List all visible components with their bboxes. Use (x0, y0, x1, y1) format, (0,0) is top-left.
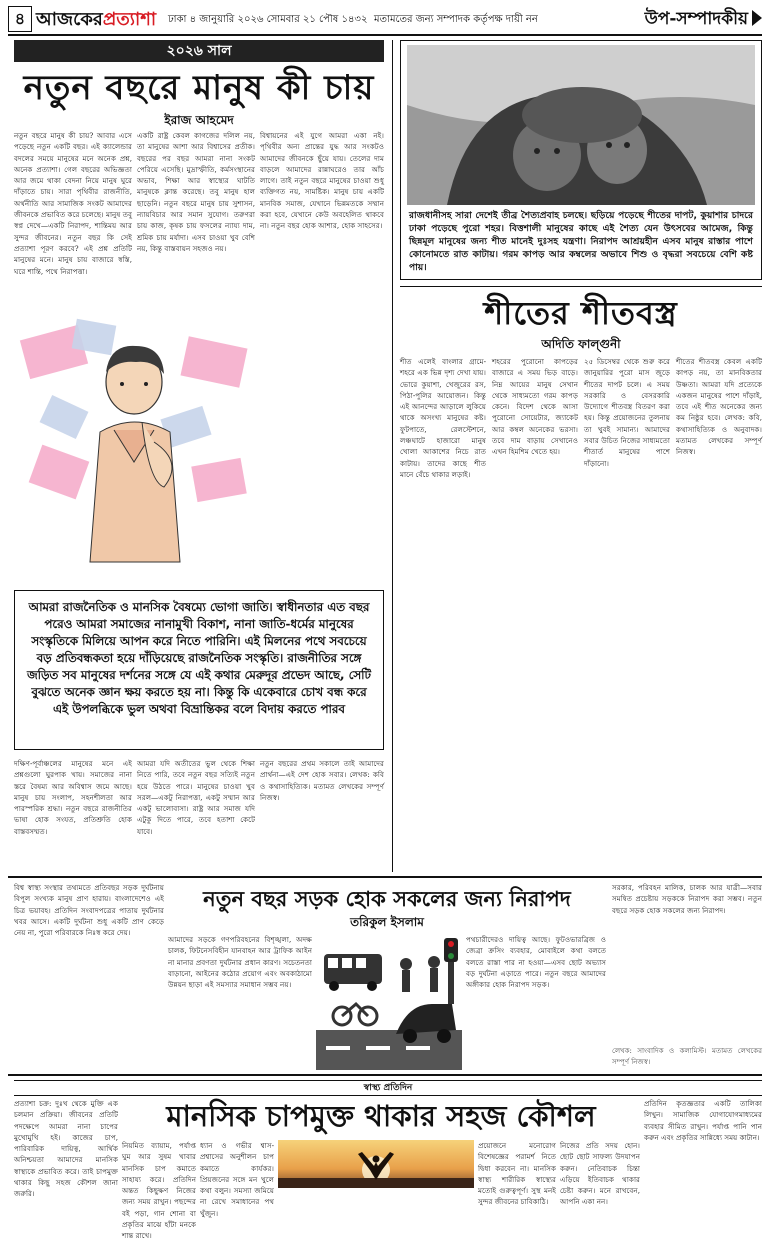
road-byline: তরিকুল ইসলাম (350, 915, 424, 929)
winter-column-1: শীত এলেই বাংলার গ্রামে-শহরে এক ভিন্ন দৃশ্য দেখা যায়। ভোরে কুয়াশা, খেজুরের রস, পিঠা-পুলির আয়োজন। কিন্তু এই আনন্দের আড়ালে লুকিয়ে থাকে অসংখ্য মানুষের কষ্ট। ফুটপাতে, রেলস্টেশনে, লঞ্চঘাটে হাজারো মানুষ খোলা আকাশের নিচে রাত কাটায়। তাদের কাছে শীত মানে বেঁচে থাকার লড়াই। (400, 357, 486, 479)
winter-headline: শীতের শীতবস্ত্র (484, 294, 678, 332)
road-author-note: লেখক: সাংবাদিক ও কলামিস্ট। মতামত লেখকের সম্পূর্ণ নিজস্ব। (612, 1047, 762, 1067)
brand-suffix: প্রত্যাশা (102, 9, 157, 30)
brand-prefix: আজকের (36, 9, 103, 30)
health-column-4: প্রয়োজনে মনোরোগ বিশেষজ্ঞের পরামর্শ নিতে দ্বিধা করবেন না। মানসিক স্বাস্থ্য শারীরিক স্বাস্থ্যের মতোই গুরুত্বপূর্ণ। সুস্থ মনই সুন্দর জীবনের চাবিকাঠি। (478, 1141, 556, 1207)
winter-photo-frame (400, 40, 762, 280)
health-headline: মানসিক চাপমুক্ত থাকার সহজ কৌশল (166, 1099, 596, 1133)
lead-pull-quote: আমরা রাজনৈতিক ও মানসিক বৈষম্যে ভোগা জাতি। স্বাধীনতার এত বছর পরেও আমরা সমাজের নানামুখী বিকাশ, নানা জাতি-ধর্মের মানুষের সংস্কৃতিকে মিলিয়ে আপন করে নিতে পারিনি। এই মিলনের পথে সবচেয়ে বড় প্রতিবন্ধকতা হয়ে দাঁড়িয়েছে রাজনৈতিক সংস্কৃতি। রাজনীতির সঙ্গে জড়িত সব মানুষের দর্শনের সঙ্গে যে এই কথার মেরুদূর প্রভেদ আছে, সেটি বুঝতে অনেক জ্ঞান ক্ষয় করতে হয় না। কিন্তু কি একেবারে চোখ বন্ধ করে এই উপলব্ধিকে ভুল অথবা বিভ্রান্তিকর বলে বিদায় করতে পারব (14, 590, 384, 750)
column-divider (392, 40, 393, 872)
winter-photo-caption: রাজধানীসহ সারা দেশেই তীব্র শৈত্যপ্রবাহ চলছে। ছড়িয়ে পড়েছে শীতের দাপট, কুয়াশার চাদরে ঢাকা পড়েছে পুরো শহর। বিত্তশালী মানুষের কাছে এই শৈত্য যেন উৎসবের আমেজ, কিন্তু ছিন্নমূল মানুষের জন্য শীত মানেই দুঃসহ যন্ত্রণা। নিরাপদ আশ্রয়হীন এসব মানুষ রাস্তার পাশে কোনোমতে রাত কাটায়। গরম কাপড় আর কম্বলের অভাবে শিশু ও বৃদ্ধরা সবচেয়ে বেশি কষ্ট পায়। (409, 210, 753, 273)
winter-column-3: ২৫ ডিসেম্বর থেকে শুরু করে জানুয়ারির পুরো মাস জুড়ে শীতের দাপট চলে। এ সময় সরকারি ও বেসরকারি উদ্যোগে শীতবস্ত্র বিতরণ করা হয়। কিন্তু প্রয়োজনের তুলনায় তা খুবই সামান্য। আমাদের সবার উচিত নিজের সাধ্যমতো শীতার্ত মানুষের পাশে দাঁড়ানো। (584, 357, 670, 468)
masthead (8, 4, 762, 36)
lead-byline: ইরাজ আহমেদ (164, 113, 234, 127)
meditation-sunset-photo (278, 1140, 474, 1188)
road-column-4: সরকার, পরিবহন মালিক, চালক আর যাত্রী—সবার সমন্বিত প্রচেষ্টায় সড়ককে নিরাপদ করা সম্ভব। নতুন বছরে সড়ক হোক সকলের জন্য নিরাপদ। (612, 883, 762, 915)
section-arrow-icon (752, 10, 762, 26)
section-title: উপ-সম্পাদকীয় (644, 9, 748, 29)
road-headline: নতুন বছর সড়ক হোক সকলের জন্য নিরাপদ (203, 887, 571, 911)
newspaper-logo (36, 5, 156, 36)
health-kicker: স্বাস্থ্য প্রতিদিন (14, 1080, 762, 1096)
winter-article-rule (400, 286, 762, 287)
thinking-man-illustration (14, 312, 256, 562)
page-divider-2 (8, 1074, 762, 1076)
page-number: ৪ (8, 6, 32, 32)
winter-byline: অদিতি ফাল্গুনী (541, 337, 621, 351)
lead-headline: নতুন বছরে মানুষ কী চায় (23, 68, 375, 108)
lead-kicker: ২০২৬ সাল (14, 40, 384, 62)
lead-column-2: একটি রাষ্ট্র কেবল কাগজের দলিল নয়, তা মানুষের আশা আর বিশ্বাসের প্রতীক। বছরের পর বছর আমরা নানা সংকট পেরিয়ে এসেছি। মুদ্রাস্ফীতি, কর্মসংস্থানের অভাব, শিক্ষা আর স্বাস্থ্যের ঘাটতি মানুষকে ক্লান্ত করেছে। তবু মানুষ হাল ছাড়েনি। নতুন বছরে মানুষ চায় সুশাসন, ন্যায়বিচার আর সমান সুযোগ। তরুণরা চায় কাজ, কৃষক চায় ফসলের ন্যায্য দাম, শ্রমিক চায় মর্যাদা। এসব চাওয়া খুব বেশি নয়, কিন্তু বাস্তবায়ন সহজও নয়। (137, 131, 255, 253)
lead-column-1: নতুন বছরে মানুষ কী চায়? আবার এসে পড়েছে নতুন একটি বছর। এই ক্যালেন্ডার বদলের সময়ে মানুষের মনে অনেক প্রশ্ন, অনেক প্রত্যাশা। গেল বছরের অভিজ্ঞতা আর জমে থাকা বেদনা নিয়ে মানুষ ঘুরে দাঁড়াতে চায়। সারা পৃথিবীর রাজনীতি, অর্থনীতি আর সামাজিক সংকট আমাদের জীবনকে প্রভাবিত করে চলেছে। মানুষ তবু স্বপ্ন দেখে—একটি নিরাপদ, শান্তিময় আর সুন্দর জীবনের। নতুন বছর কি সেই প্রত্যাশা পূরণ করবে? এই প্রশ্ন প্রতিটি মানুষের মনে। মানুষ চায় বাজারে স্বস্তি, ঘরে শান্তি, পথে নিরাপত্তা। (14, 131, 132, 276)
winter-column-2: শহরের পুরোনো কাপড়ের বাজারে এ সময় ভিড় বাড়ে। নিম্ন আয়ের মানুষ সেখান থেকে সাধ্যমতো গরম কাপড় কেনে। বিদেশ থেকে আসা পুরোনো সোয়েটার, জ্যাকেট আর কম্বল অনেকের ভরসা। তবে দাম বাড়ায় সেখানেও এখন হিমশিম খেতে হয়। (492, 357, 578, 457)
page-divider-1 (8, 876, 762, 878)
road-column-1: বিশ্ব স্বাস্থ্য সংস্থার তথ্যমতে প্রতিবছর সড়ক দুর্ঘটনায় বিপুল সংখ্যক মানুষ প্রাণ হারায়। বাংলাদেশেও এই চিত্র ভয়াবহ। প্রতিদিন সংবাদপত্রের পাতায় দুর্ঘটনার খবর আসে। একটি দুর্ঘটনা শুধু একটি প্রাণ কেড়ে নেয় না, পুরো পরিবারকে নিঃস্ব করে দেয়। (14, 883, 164, 938)
health-column-2: নিয়মিত ব্যায়াম, পর্যাপ্ত ঘুম আর সুষম খাবার মানসিক চাপ কমাতে সাহায্য করে। প্রতিদিন অন্তত কিছুক্ষণ নিজের জন্য সময় রাখুন। পছন্দের বই পড়া, গান শোনা বা প্রকৃতির মাঝে হাঁটা মনকে শান্ত রাখে। (122, 1141, 196, 1241)
road-safety-illustration (316, 934, 462, 1070)
lead-lower-column-3: নতুন বছরের প্রথম সকালে তাই আমাদের প্রার্থনা—এই দেশ হোক সবার। লেখক: কবি ও কথাসাহিত্যিক। মতামত লেখকের সম্পূর্ণ নিজস্ব। (260, 759, 384, 802)
road-column-3: পথচারীদেরও দায়িত্ব আছে। ফুটওভারব্রিজ ও জেব্রা ক্রসিং ব্যবহার, মোবাইলে কথা বলতে বলতে রাস্তা পার না হওয়া—এসব ছোট অভ্যাস বড় দুর্ঘটনা এড়াতে পারে। নতুন বছরে আমাদের অঙ্গীকার হোক নিরাপদ সড়ক। (466, 935, 606, 990)
health-column-5: নিজের প্রতি সদয় হোন। ছোট ছোট সাফল্য উদযাপন করুন। নেতিবাচক চিন্তা এড়িয়ে ইতিবাচক থাকার চেষ্টা করুন। মনে রাখবেন, আপনি একা নন। (560, 1141, 640, 1207)
health-column-3: ধ্যান ও গভীর শ্বাস-প্রশ্বাসের অনুশীলন চাপ কমাতে কার্যকর। প্রিয়জনের সঙ্গে মন খুলে কথা বলুন। সমস্যা জমিয়ে না রেখে সমাধানের পথ খুঁজুন। (200, 1141, 274, 1218)
health-column-1: প্রত্যাশা চক্র: দুঃখ থেকে মুক্তি এক চলমান প্রক্রিয়া। জীবনের প্রতিটি পদক্ষেপে আমরা নানা চাপের মুখোমুখি হই। কাজের চাপ, পারিবারিক দায়িত্ব, আর্থিক অনিশ্চয়তা আমাদের মানসিক স্বাস্থ্যকে প্রভাবিত করে। তাই চাপমুক্ত থাকার কিছু সহজ কৌশল জানা জরুরি। (14, 1099, 118, 1199)
health-column-6: প্রতিদিন কৃতজ্ঞতার একটি তালিকা লিখুন। সামাজিক যোগাযোগমাধ্যমের ব্যবহার সীমিত রাখুন। পর্যাপ্ত পানি পান করুন এবং প্রকৃতির সান্নিধ্যে সময় কাটান। (644, 1099, 762, 1142)
lead-lower-column-1: দক্ষিণ-পূর্বাঞ্চলের মানুষের মনে এই প্রশ্নগুলো ঘুরপাক খায়। সমাজের নানা স্তরে বৈষম্য আর অবিশ্বাস জমে আছে। মানুষ চায় সংলাপ, সহনশীলতা আর পারস্পরিক শ্রদ্ধা। নতুন বছরে রাজনীতির ভাষা হোক সংযত, প্রতিশ্রুতি হোক বাস্তবসম্মত। (14, 759, 132, 836)
dateline: ঢাকা ৪ জানুয়ারি ২০২৬ সোমবার ২১ পৌষ ১৪৩২ (168, 14, 368, 25)
lead-column-3: বিশ্বায়নের এই যুগে আমরা একা নই। পৃথিবীর অন্য প্রান্তের যুদ্ধ আর সংকটও আমাদের জীবনকে ছুঁয়ে যায়। তেলের দাম বাড়লে আমাদের রান্নাঘরেও তার আঁচ লাগে। তাই নতুন বছরে মানুষের চাওয়া শুধু ব্যক্তিগত নয়, সামষ্টিক। মানুষ চায় একটি মানবিক সমাজ, যেখানে ভিন্নমতকে সম্মান করা হবে, যেখানে কেউ অবহেলিত থাকবে না। নতুন বছর হোক আশার, হোক সাহসের। (260, 131, 384, 231)
winter-photo (407, 45, 755, 205)
editorial-disclaimer: মতামতের জন্য সম্পাদক কর্তৃপক্ষ দায়ী নন (374, 14, 538, 25)
winter-column-4: শীতের শীতবস্ত্র কেবল একটি কাপড় নয়, তা মানবিকতার উষ্ণতা। আমরা যদি প্রত্যেকে একজন মানুষের পাশে দাঁড়াই, তবে এই শীত অনেকের জন্য কম নিষ্ঠুর হবে। লেখক: কবি, কথাসাহিত্যিক ও অনুবাদক। মতামত লেখকের সম্পূর্ণ নিজস্ব। (676, 357, 762, 457)
lead-lower-column-2: আমরা যদি অতীতের ভুল থেকে শিক্ষা নিতে পারি, তবে নতুন বছর সত্যিই নতুন হয়ে উঠতে পারে। মানুষের চাওয়া খুব সরল—একটু নিরাপত্তা, একটু সম্মান আর একটু ভালোবাসা। রাষ্ট্র আর সমাজ যদি এটুকু দিতে পারে, তবে হতাশা কেটে যাবে। (137, 759, 255, 836)
road-column-2: আমাদের সড়কে গণপরিবহনের বিশৃঙ্খলা, অদক্ষ চালক, ফিটনেসবিহীন যানবাহন আর ট্রাফিক আইন না মানার প্রবণতা দুর্ঘটনার প্রধান কারণ। সচেতনতা বাড়ানো, আইনের কঠোর প্রয়োগ এবং অবকাঠামো উন্নয়ন ছাড়া এই সমস্যার সমাধান সম্ভব নয়। (168, 935, 312, 990)
